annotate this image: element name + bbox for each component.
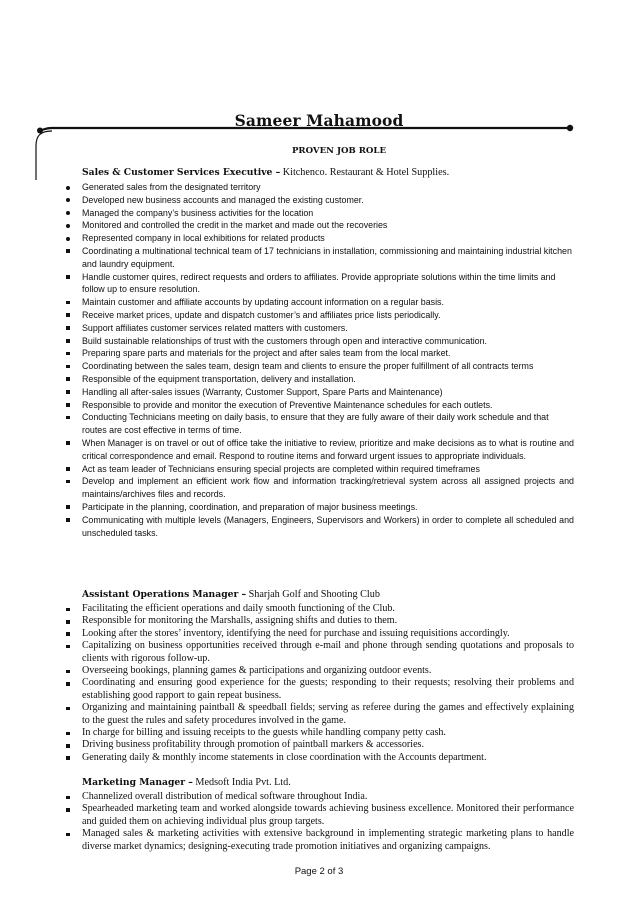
job-title: Marketing Manager – [82, 777, 193, 788]
list-item: Driving business profitability through promotion of paintball markers & accessories. [82, 739, 424, 751]
candidate-name: Sameer Mahamood [234, 111, 404, 130]
list-item: Coordinating and ensuring good experience for the guests; responding to their requests; resolving their problems and establishing good rapport to gain repeat business. [82, 677, 574, 701]
list-item: Facilitating the efficient operations and daily smooth functioning of the Club. [82, 603, 395, 614]
job-title: Sales & Customer Services Executive – [82, 167, 281, 178]
list-item: Channelized overall distribution of medical software throughout India. [82, 791, 368, 802]
list-item: Responsible to provide and monitor the execution of Preventive Maintenance schedules for each outlets. [82, 399, 493, 410]
list-item: Participate in the planning, coordination, and preparation of major business meetings. [82, 501, 418, 512]
job-title-line [62, 588, 574, 601]
list-item: Monitored and controlled the credit in the market and made out the recoveries [82, 220, 388, 231]
job-section-assistant-operations-manager [62, 588, 574, 764]
job-company: Kitchenco. Restaurant & Hotel Supplies. [280, 167, 450, 178]
list-item: Represented company in local exhibitions for related products [82, 233, 325, 244]
list-item: Capitalizing on business opportunities received through e-mail and phone through sending quotations and proposals to clients with rigorous follow-up. [82, 640, 574, 664]
list-item: Looking after the stores’ inventory, identifying the need for purchase and issuing requisitions accordingly. [82, 627, 510, 639]
list-item: Act as team leader of Technicians ensuring special projects are completed within required timeframes [82, 463, 480, 474]
list-item: Preparing spare parts and materials for the project and after sales team from the local market. [82, 348, 451, 359]
job-title-line [62, 166, 574, 179]
list-item: Support affiliates customer services related matters with customers. [82, 322, 348, 333]
list-item: Develop and implement an efficient work flow and information tracking/retrieval system across all assigned projects and maintains/archives files and records. [82, 476, 574, 500]
list-item: Handle customer quires, redirect requests and orders to affiliates. Provide appropriate solutions within the time limits and follow up to ensure resolution. [82, 271, 556, 295]
section-heading: PROVEN JOB ROLE [291, 146, 387, 156]
list-item: Conducting Technicians meeting on daily basis, to ensure that they are fully aware of their daily work schedule and that routes are cost effective in terms of time. [82, 412, 549, 436]
list-item: Responsible for monitoring the Marshalls, assigning shifts and duties to them. [82, 615, 398, 627]
list-item: Communicating with multiple levels (Managers, Engineers, Supervisors and Workers) in order to complete all scheduled and unscheduled tasks. [82, 514, 574, 538]
job-title-line [62, 776, 574, 789]
list-item: Coordinating between the sales team, design team and clients to ensure the proper fulfillment of all contracts terms [82, 361, 534, 372]
job-section-sales-executive [62, 166, 574, 539]
list-item: Maintain customer and affiliate accounts by updating account information on a regular basis. [82, 297, 444, 308]
list-item: Responsible of the equipment transportation, delivery and installation. [82, 373, 356, 384]
list-item: Spearheaded marketing team and worked alongside towards achieving business excellence. Monitored their performance and guided them on achieving individual plus group targets. [82, 803, 574, 827]
list-item: Managed the company’s business activities for the location [82, 207, 314, 218]
page-number: Page 2 of 3 [294, 866, 344, 877]
responsibility-list [62, 791, 574, 853]
job-section-marketing-manager [62, 776, 574, 853]
list-item: Build sustainable relationships of trust with the customers through open and interactive communication. [82, 335, 488, 346]
job-company: Sharjah Golf and Shooting Club [246, 589, 380, 600]
list-item: Generating daily & monthly income statements in close coordination with the Accounts department. [82, 751, 487, 763]
responsibility-list [62, 181, 574, 539]
list-item: Overseeing bookings, planning games & participations and organizing outdoor events. [82, 665, 432, 677]
list-item: Organizing and maintaining paintball & speedball fields; serving as referee during the games and effectively explaining to the guest the rules and safety procedures involved in the game. [82, 702, 574, 726]
job-title: Assistant Operations Manager – [82, 589, 247, 600]
list-item: Receive market prices, update and dispatch customer’s and affiliates price lists periodically. [82, 309, 441, 320]
list-item: Developed new business accounts and managed the existing customer. [82, 194, 364, 205]
list-item: When Manager is on travel or out of office take the initiative to review, prioritize and make decisions as to what is routine and critical correspondence and email. Respond to routine items and forward urgent issues to appropriate individuals. [82, 437, 574, 461]
list-item: Generated sales from the designated territory [82, 182, 261, 192]
responsibility-list [62, 603, 574, 764]
list-item: Handling all after-sales issues (Warranty, Customer Support, Spare Parts and Maintenance) [82, 386, 443, 397]
list-item: In charge for billing and issuing receipts to the guests while handling company petty cash. [82, 727, 446, 739]
job-company: Medsoft India Pvt. Ltd. [192, 777, 291, 788]
list-item: Managed sales & marketing activities with extensive background in implementing strategic marketing plans to handle diverse market dynamics; designing-executing trade promotion initiatives and organizing campaigns. [82, 828, 574, 852]
list-item: Coordinating a multinational technical team of 17 technicians in installation, commissioning and maintaining industrial kitchen and laundry equipment. [82, 245, 572, 269]
